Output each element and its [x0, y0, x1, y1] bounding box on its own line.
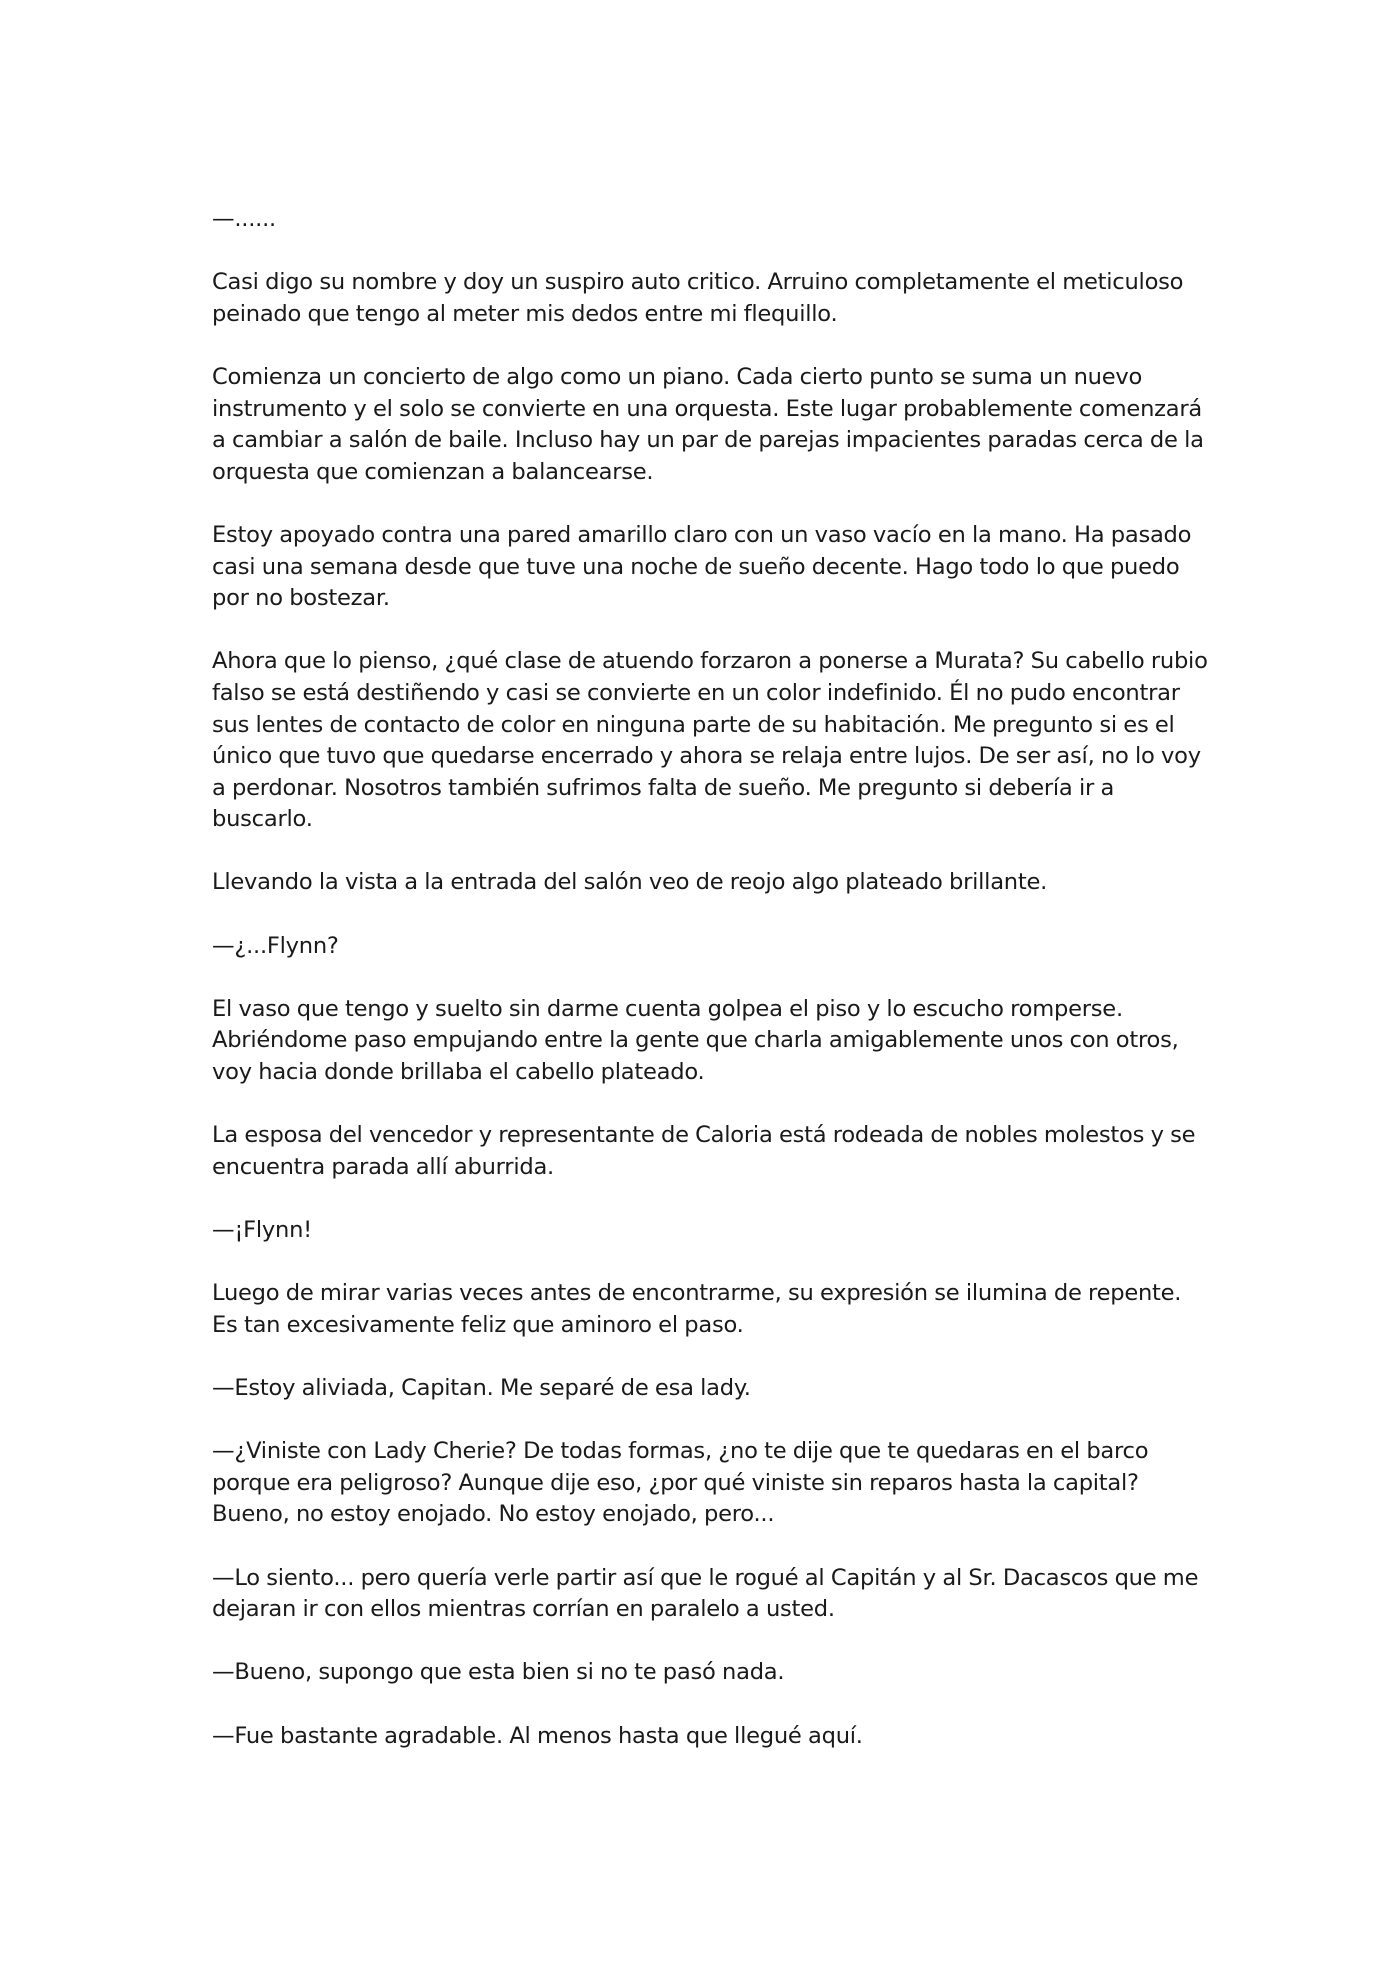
dialogue-line: —Lo siento... pero quería verle partir así que le rogué al Capitán y al Sr. Dacascos que me dejaran ir con ellos mientras corrían en paralelo a usted.: [212, 1564, 1199, 1623]
paragraph: Comienza un concierto de algo como un piano. Cada cierto punto se suma un nuevo instrumento y el solo se convierte en una orquesta. Este lugar probablemente comenzará a cambiar a salón de baile. Incluso hay un par de parejas impacientes paradas cerca de la orquesta que comienzan a balancearse.: [212, 363, 1204, 485]
dialogue-line: —Estoy aliviada, Capitan. Me separé de esa lady.: [212, 1374, 751, 1401]
dialogue-line: —¿...Flynn?: [212, 932, 339, 959]
dialogue-line: —¡Flynn!: [212, 1217, 312, 1243]
body-text: [212, 204, 1212, 1784]
dialogue-line: —Bueno, supongo que esta bien si no te pasó nada.: [212, 1659, 785, 1686]
paragraph: Llevando la vista a la entrada del salón veo de reojo algo plateado brillante.: [212, 869, 1048, 896]
paragraph: La esposa del vencedor y representante de Caloria está rodeada de nobles molestos y se encuentra parada allí aburrida.: [212, 1122, 1196, 1180]
paragraph: El vaso que tengo y suelto sin darme cuenta golpea el piso y lo escucho romperse. Abriéndome paso empujando entre la gente que charla amigablemente unos con otros, voy hacia donde brillaba el cabello plateado.: [212, 995, 1179, 1086]
paragraph: Estoy apoyado contra una pared amarillo claro con un vaso vacío en la mano. Ha pasado casi una semana desde que tuve una noche de sueño decente. Hago todo lo que puedo por no bostezar.: [212, 521, 1192, 612]
paragraph: Casi digo su nombre y doy un suspiro auto critico. Arruino completamente el meticuloso peinado que tengo al meter mis dedos entre mi flequillo.: [212, 269, 1184, 327]
dialogue-line: —Fue bastante agradable. Al menos hasta que llegué aquí.: [212, 1722, 863, 1749]
dialogue-line: —¿Viniste con Lady Cherie? De todas formas, ¿no te dije que te quedaras en el barco porque era peligroso? Aunque dije eso, ¿por qué viniste sin reparos hasta la capital? Bueno, no estoy enojado. No estoy enojado, pero...: [212, 1438, 1149, 1528]
paragraph: Ahora que lo pienso, ¿qué clase de atuendo forzaron a ponerse a Murata? Su cabello rubio falso se está destiñendo y casi se convierte en un color indefinido. Él no pudo encontrar sus lentes de contacto de color en ninguna parte de su habitación. Me pregunto si es el único que tuvo que quedarse encerrado y ahora se relaja entre lujos. De ser así, no lo voy a perdonar. Nosotros también sufrimos falta de sueño. Me pregunto si debería ir a buscarlo.: [212, 648, 1208, 833]
paragraph: Luego de mirar varias veces antes de encontrarme, su expresión se ilumina de repente. Es tan excesivamente feliz que aminoro el paso.: [212, 1280, 1182, 1338]
paragraph: —......: [212, 206, 276, 232]
